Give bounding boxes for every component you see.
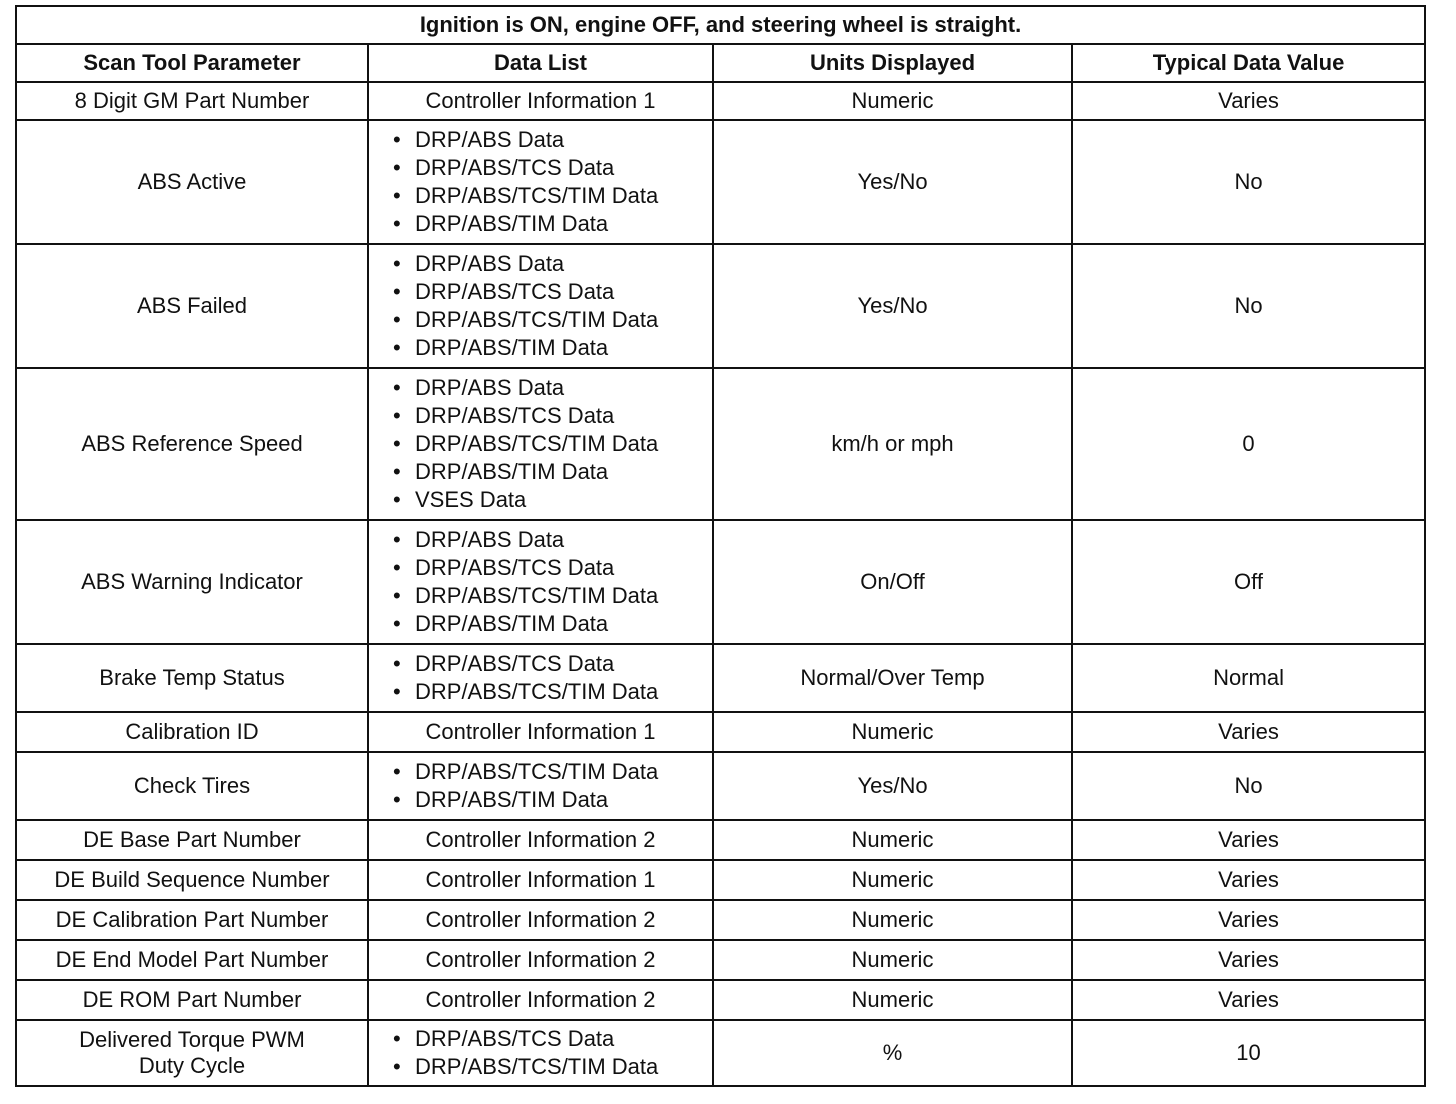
cell-data-list xyxy=(368,1020,713,1086)
cell-typical-value: Varies xyxy=(1072,940,1425,980)
data-list-bullets xyxy=(375,374,706,514)
table-row xyxy=(16,752,1425,820)
data-list-item: • DRP/ABS/TCS Data xyxy=(415,1025,706,1053)
data-list-bullets xyxy=(375,758,706,814)
table-row xyxy=(16,1020,1425,1086)
cell-typical-value: Varies xyxy=(1072,82,1425,120)
cell-typical-value: No xyxy=(1072,752,1425,820)
cell-units: km/h or mph xyxy=(713,368,1072,520)
cell-parameter: Calibration ID xyxy=(16,712,368,752)
cell-parameter: DE Base Part Number xyxy=(16,820,368,860)
cell-parameter: DE Build Sequence Number xyxy=(16,860,368,900)
data-list-item: • DRP/ABS/TCS/TIM Data xyxy=(415,430,706,458)
cell-parameter: ABS Active xyxy=(16,120,368,244)
scan-tool-data-sheet xyxy=(15,5,1424,1087)
column-header-parameter: Scan Tool Parameter xyxy=(16,44,368,82)
data-list-item: • DRP/ABS Data xyxy=(415,526,706,554)
cell-data-list: Controller Information 2 xyxy=(368,940,713,980)
data-list-bullets xyxy=(375,126,706,238)
data-list-item: • DRP/ABS/TCS/TIM Data xyxy=(415,758,706,786)
table-row xyxy=(16,520,1425,644)
table-row xyxy=(16,820,1425,860)
cell-typical-value: 10 xyxy=(1072,1020,1425,1086)
data-list-item: • DRP/ABS/TCS/TIM Data xyxy=(415,182,706,210)
cell-units: Numeric xyxy=(713,712,1072,752)
cell-units: Numeric xyxy=(713,820,1072,860)
data-list-item: • DRP/ABS/TCS Data xyxy=(415,650,706,678)
table-row xyxy=(16,244,1425,368)
cell-data-list: Controller Information 2 xyxy=(368,820,713,860)
data-list-bullets xyxy=(375,526,706,638)
cell-data-list xyxy=(368,644,713,712)
cell-typical-value: Varies xyxy=(1072,900,1425,940)
cell-units: Numeric xyxy=(713,82,1072,120)
cell-units: Yes/No xyxy=(713,244,1072,368)
cell-parameter: DE Calibration Part Number xyxy=(16,900,368,940)
table-row xyxy=(16,120,1425,244)
table-row xyxy=(16,940,1425,980)
table-caption-row xyxy=(16,6,1425,44)
table-row xyxy=(16,644,1425,712)
cell-typical-value: Varies xyxy=(1072,712,1425,752)
scan-tool-data-table xyxy=(15,5,1426,1087)
table-row xyxy=(16,860,1425,900)
cell-units: Numeric xyxy=(713,860,1072,900)
cell-units: Normal/Over Temp xyxy=(713,644,1072,712)
cell-parameter: ABS Warning Indicator xyxy=(16,520,368,644)
cell-data-list xyxy=(368,120,713,244)
table-body xyxy=(16,82,1425,1086)
cell-parameter: DE End Model Part Number xyxy=(16,940,368,980)
cell-data-list: Controller Information 2 xyxy=(368,980,713,1020)
cell-units: Yes/No xyxy=(713,120,1072,244)
cell-units: Numeric xyxy=(713,940,1072,980)
table-row xyxy=(16,82,1425,120)
column-header-units: Units Displayed xyxy=(713,44,1072,82)
data-list-item: • DRP/ABS/TIM Data xyxy=(415,458,706,486)
data-list-item: • DRP/ABS Data xyxy=(415,250,706,278)
data-list-item: • DRP/ABS/TCS/TIM Data xyxy=(415,1053,706,1081)
data-list-item: • DRP/ABS/TCS/TIM Data xyxy=(415,678,706,706)
cell-data-list: Controller Information 1 xyxy=(368,82,713,120)
table-row xyxy=(16,900,1425,940)
cell-data-list xyxy=(368,368,713,520)
data-list-item: • VSES Data xyxy=(415,486,706,514)
cell-parameter: ABS Failed xyxy=(16,244,368,368)
data-list-item: • DRP/ABS/TCS/TIM Data xyxy=(415,582,706,610)
data-list-item: • DRP/ABS/TIM Data xyxy=(415,610,706,638)
cell-typical-value: 0 xyxy=(1072,368,1425,520)
data-list-bullets xyxy=(375,250,706,362)
data-list-item: • DRP/ABS Data xyxy=(415,374,706,402)
data-list-item: • DRP/ABS/TCS Data xyxy=(415,402,706,430)
table-caption: Ignition is ON, engine OFF, and steering wheel is straight. xyxy=(16,6,1425,44)
cell-parameter: 8 Digit GM Part Number xyxy=(16,82,368,120)
table-row xyxy=(16,712,1425,752)
data-list-item: • DRP/ABS/TCS Data xyxy=(415,554,706,582)
cell-units: Numeric xyxy=(713,980,1072,1020)
data-list-item: • DRP/ABS/TIM Data xyxy=(415,786,706,814)
cell-units: % xyxy=(713,1020,1072,1086)
cell-data-list xyxy=(368,520,713,644)
cell-typical-value: Normal xyxy=(1072,644,1425,712)
cell-parameter: Brake Temp Status xyxy=(16,644,368,712)
cell-units: Yes/No xyxy=(713,752,1072,820)
cell-typical-value: No xyxy=(1072,120,1425,244)
data-list-item: • DRP/ABS/TCS Data xyxy=(415,154,706,182)
column-header-row xyxy=(16,44,1425,82)
cell-parameter: ABS Reference Speed xyxy=(16,368,368,520)
cell-typical-value: Varies xyxy=(1072,860,1425,900)
cell-data-list xyxy=(368,244,713,368)
cell-typical-value: No xyxy=(1072,244,1425,368)
column-header-data-list: Data List xyxy=(368,44,713,82)
cell-data-list: Controller Information 2 xyxy=(368,900,713,940)
data-list-item: • DRP/ABS/TIM Data xyxy=(415,334,706,362)
column-header-typical-value: Typical Data Value xyxy=(1072,44,1425,82)
cell-data-list xyxy=(368,752,713,820)
cell-typical-value: Varies xyxy=(1072,980,1425,1020)
cell-parameter: DE ROM Part Number xyxy=(16,980,368,1020)
data-list-item: • DRP/ABS/TCS Data xyxy=(415,278,706,306)
table-row xyxy=(16,368,1425,520)
cell-typical-value: Varies xyxy=(1072,820,1425,860)
data-list-bullets xyxy=(375,1025,706,1081)
cell-units: On/Off xyxy=(713,520,1072,644)
data-list-item: • DRP/ABS/TCS/TIM Data xyxy=(415,306,706,334)
cell-data-list: Controller Information 1 xyxy=(368,712,713,752)
cell-parameter: Check Tires xyxy=(16,752,368,820)
cell-typical-value: Off xyxy=(1072,520,1425,644)
data-list-bullets xyxy=(375,650,706,706)
data-list-item: • DRP/ABS/TIM Data xyxy=(415,210,706,238)
cell-units: Numeric xyxy=(713,900,1072,940)
table-row xyxy=(16,980,1425,1020)
cell-parameter: Delivered Torque PWM Duty Cycle xyxy=(16,1020,368,1086)
data-list-item: • DRP/ABS Data xyxy=(415,126,706,154)
cell-data-list: Controller Information 1 xyxy=(368,860,713,900)
